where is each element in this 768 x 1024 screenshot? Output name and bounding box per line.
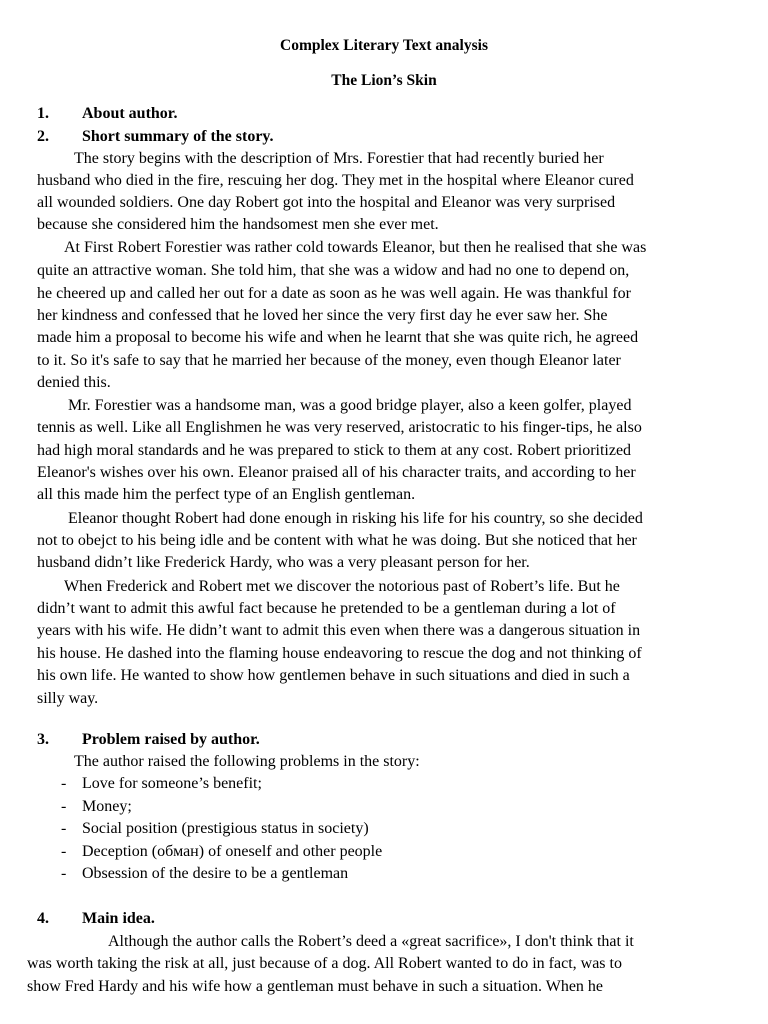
bullet-dash: - [61,775,67,792]
text-line: all this made him the perfect type of an English gentleman. [37,486,416,503]
bullet-dash: - [61,820,67,837]
document-title: Complex Literary Text analysis [280,37,488,54]
text-line: her kindness and confessed that he loved her since the very first day he ever saw her. She [37,307,608,324]
text-line: made him a proposal to become his wife and when he learnt that she was quite rich, he agreed [37,329,639,346]
text-line: to it. So it's safe to say that he married her because of the money, even though Eleanor later [37,352,621,369]
text-line: not to obejct to his being idle and be content with what he was doing. But she noticed that her [37,532,637,549]
list-item-text: Deception (обман) of oneself and other people [82,843,383,860]
text-line: When Frederick and Robert met we discover the notorious past of Robert’s life. But he [64,578,620,595]
section-heading-text: Short summary of the story. [82,128,274,145]
text-line: At First Robert Forestier was rather cold towards Eleanor, but then he realised that she was [64,239,647,256]
section-heading-text: Main idea. [82,910,155,927]
text-line: years with his wife. He didn’t want to admit this even when there was a dangerous situation in [37,622,641,639]
document-subtitle: The Lion’s Skin [331,72,437,89]
text-line: tennis as well. Like all Englishmen he was very reserved, aristocratic to his finger-tips, he also [37,419,642,436]
bullet-dash: - [61,798,67,815]
list-item-text: Social position (prestigious status in society) [82,820,369,837]
text-line: Eleanor thought Robert had done enough in risking his life for his country, so she decided [68,510,643,527]
text-line: Eleanor's wishes over his own. Eleanor praised all of his character traits, and according to her [37,464,636,481]
section-number: 4. [37,910,49,927]
text-line: was worth taking the risk at all, just because of a dog. All Robert wanted to do in fact, was to [27,955,622,972]
bullet-dash: - [61,843,67,860]
bullet-dash: - [61,865,67,882]
list-item-text: Money; [82,798,132,815]
text-line: The story begins with the description of Mrs. Forestier that had recently buried her [74,150,604,167]
text-line: husband who died in the fire, rescuing her dog. They met in the hospital where Eleanor cured [37,172,634,189]
text-line: Although the author calls the Robert’s deed a «great sacrifice», I don't think that it [108,933,634,950]
section-number: 3. [37,731,49,748]
section-number: 1. [37,105,49,122]
text-line: Mr. Forestier was a handsome man, was a good bridge player, also a keen golfer, played [68,397,632,414]
text-line: husband didn’t like Frederick Hardy, who was a very pleasant person for her. [37,554,530,571]
text-line: had high moral standards and he was prepared to stick to them at any cost. Robert prioritized [37,442,632,459]
section-number: 2. [37,128,49,145]
text-line: he cheered up and called her out for a date as soon as he was well again. He was thankful for [37,285,631,302]
text-line: his house. He dashed into the flaming house endeavoring to rescue the dog and not thinking of [37,645,642,662]
text-line: all wounded soldiers. One day Robert got into the hospital and Eleanor was very surprised [37,194,616,211]
problems-intro: The author raised the following problems in the story: [74,753,420,770]
text-line: because she considered him the handsomest men she ever met. [37,216,439,233]
list-item-text: Love for someone’s benefit; [82,775,262,792]
text-line: silly way. [37,690,99,707]
text-line: his own life. He wanted to show how gentlemen behave in such situations and died in such a [37,667,630,684]
section-heading-text: Problem raised by author. [82,731,260,748]
text-line: didn’t want to admit this awful fact because he pretended to be a gentleman during a lot of [37,600,616,617]
list-item-text: Obsession of the desire to be a gentleman [82,865,349,882]
section-heading-text: About author. [82,105,178,122]
text-line: quite an attractive woman. She told him, that she was a widow and had no one to depend on, [37,262,630,279]
text-line: denied this. [37,374,111,391]
text-line: show Fred Hardy and his wife how a gentleman must behave in such a situation. When he [27,978,604,995]
